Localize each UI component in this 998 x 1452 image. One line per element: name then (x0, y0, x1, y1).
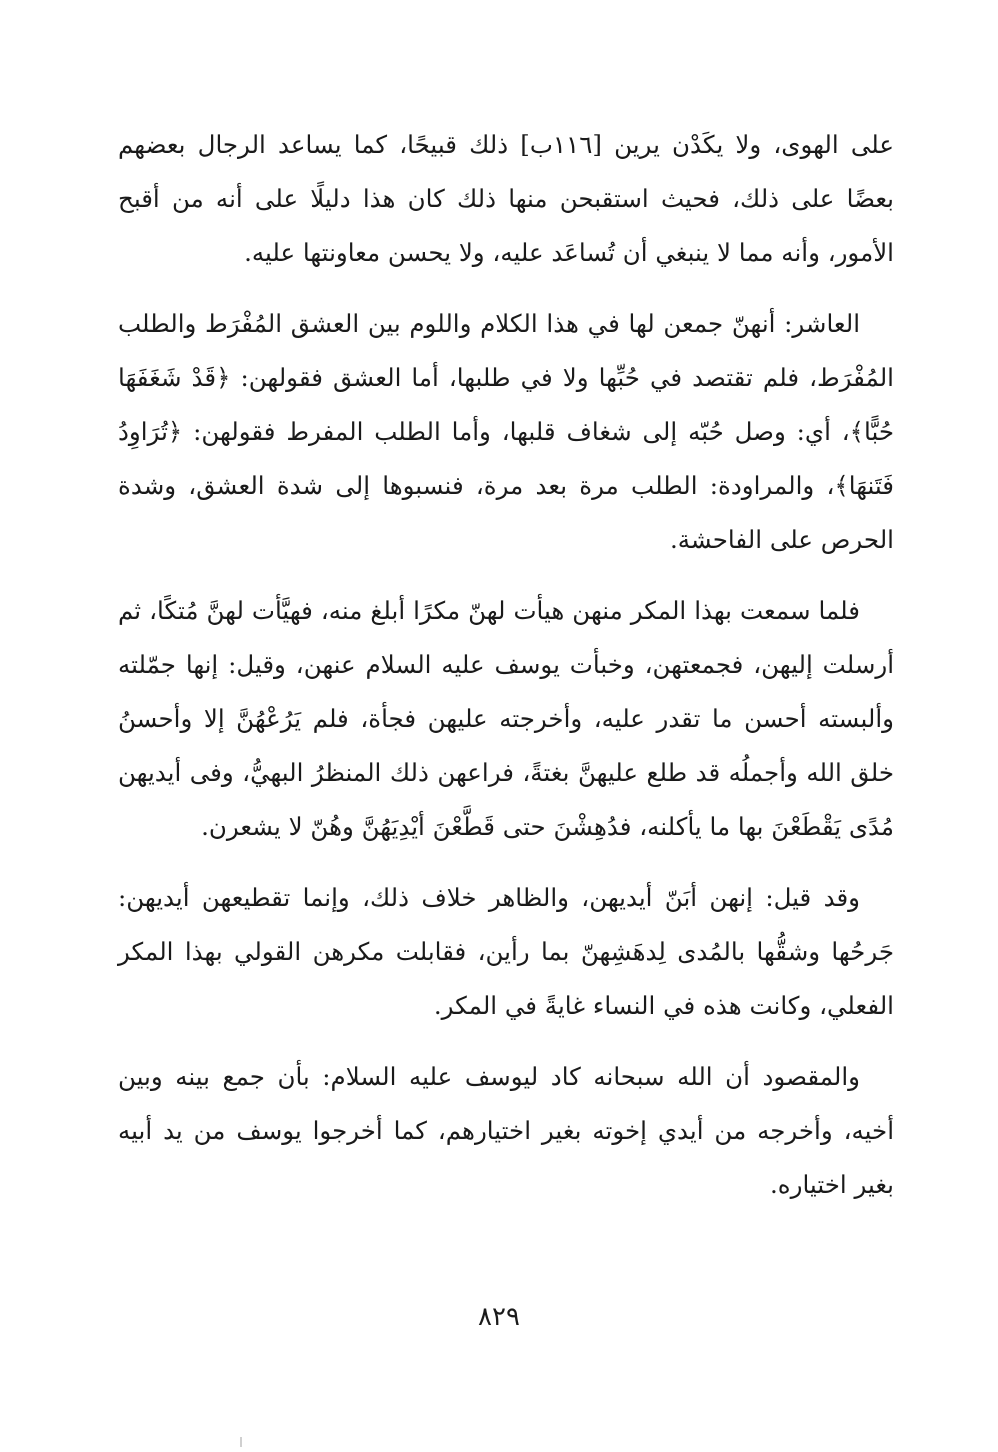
paragraph-conclusion: والمقصود أن الله سبحانه كاد ليوسف عليه السلام: بأن جمع بينه وبين أخيه، وأخرجه من أيدي إخوته بغير اختيارهم، كما أخرجوا يوسف من يد أبيه بغير اختياره. (118, 1062, 894, 1199)
paragraph-banquet: فلما سمعت بهذا المكر منهن هيأت لهنّ مكرًا أبلغ منه، فهيَّأت لهنَّ مُتكًا، ثم أرسلت إليهن، فجمعتهن، وخبأت يوسف عليه السلام عنهن، وقيل: إنها جمّلته وألبسته أحسن ما تقدر عليه، وأخرجته عليهن فجأة، فلم يَرُعْهُنَّ إلا وأحسنُ خلق الله وأجملُه قد طلع عليهنَّ بغتةً، فراعهن ذلك المنظرُ البهيُّ، وفى أيديهن مُدًى يَقْطَعْنَ بها ما يأكلنه، فدُهِشْنَ حتى قَطَّعْنَ أيْدِيَهُنَّ وهُنّ لا يشعرن. (118, 596, 894, 841)
paragraph-tenth-point: العاشر: أنهنّ جمعن لها في هذا الكلام واللوم بين العشق المُفْرَط والطلب المُفْرَط، فلم تقتصد في حُبِّها ولا في طلبها، أما العشق فقولهن: ﴿قَدْ شَغَفَهَا حُبًّا﴾، أي: وصل حُبّه إلى شغاف قلبها، وأما الطلب المفرط فقولهن: ﴿تُرَاوِدُ فَتَنهَا﴾، والمراودة: الطلب مرة بعد مرة، فنسبوها إلى شدة العشق، وشدة الحرص على الفاحشة. (118, 309, 894, 554)
page-number: ٨٢٩ (478, 1302, 520, 1332)
body-text (118, 118, 894, 1229)
paragraph-cutting-hands: وقد قيل: إنهن أبَنّ أيديهن، والظاهر خلاف ذلك، وإنما تقطيعهن أيديهن: جَرحُها وشقُّها بالمُدى لِدهَشِهنّ بما رأين، فقابلت مكرهن القولي بهذا المكر الفعلي، وكانت هذه في النساء غايةً في المكر. (118, 883, 894, 1020)
scan-speck (240, 1437, 242, 1447)
paragraph-continuation: على الهوى، ولا يكَدْن يرين [١١٦ب] ذلك قبيحًا، كما يساعد الرجال بعضهم بعضًا على ذلك، فحيث استقبحن منها ذلك كان هذا دليلًا على أنه من أقبح الأمور، وأنه مما لا ينبغي أن تُساعَد عليه، ولا يحسن معاونتها عليه. (118, 130, 894, 267)
